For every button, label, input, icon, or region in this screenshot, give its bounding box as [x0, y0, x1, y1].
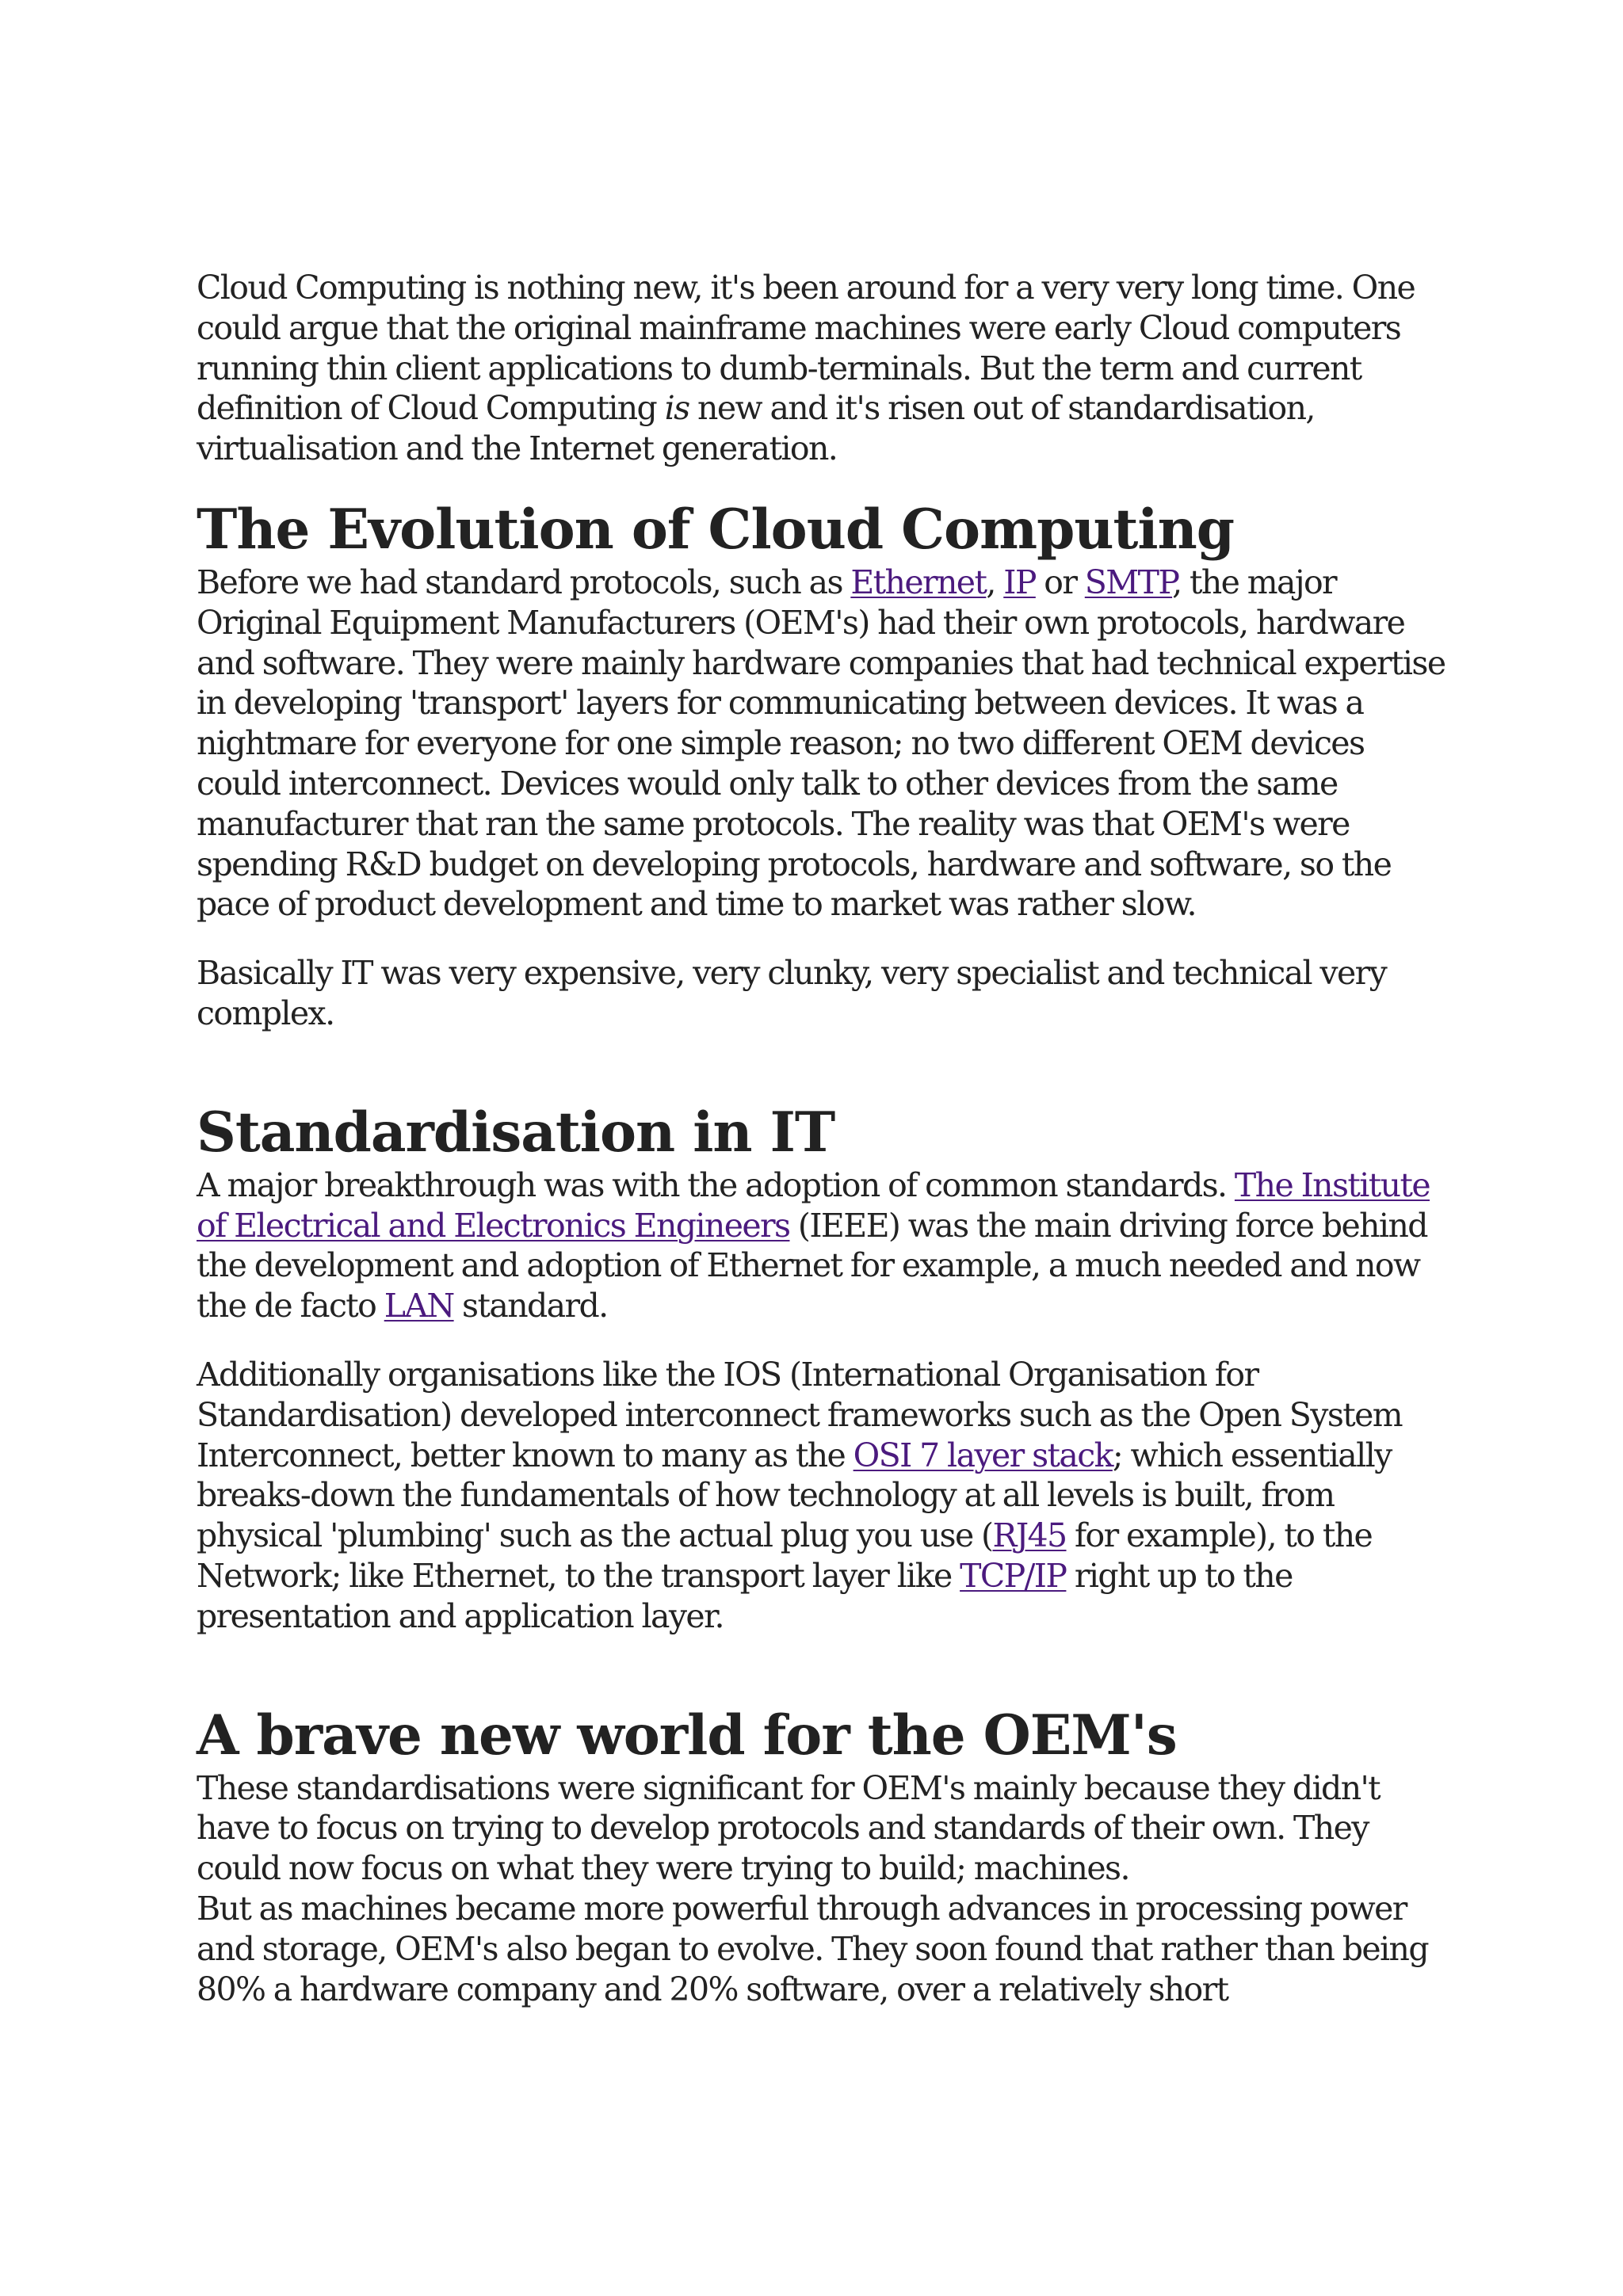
- emphasis-text: is: [664, 389, 689, 428]
- link-smtp[interactable]: SMTP: [1084, 563, 1173, 601]
- standardisation-paragraph: A major breakthrough was with the adoption of common standards. The Institute of Electrical and Electronics Engineers (IEEE) was the main driving force behind the development and adoption of Ethernet for example, a much needed and now the de facto LAN standard.: [197, 1165, 1430, 1325]
- link-tcpip[interactable]: TCP/IP: [960, 1556, 1067, 1595]
- heading-evolution: The Evolution of Cloud Computing: [197, 497, 1234, 562]
- link-lan[interactable]: LAN: [384, 1287, 454, 1325]
- summary-paragraph: Basically IT was very expensive, very clunky, very specialist and technical very complex.: [197, 954, 1387, 1032]
- heading-standardisation: Standardisation in IT: [197, 1100, 835, 1165]
- link-rj45[interactable]: RJ45: [992, 1516, 1067, 1555]
- oem-paragraph-line1: These standardisations were significant for OEM's mainly because they didn't have to focus on trying to develop protocols and standards of their own. They could now focus on what they were trying to build; machines.: [197, 1768, 1381, 1888]
- link-ethernet[interactable]: Ethernet: [850, 563, 987, 601]
- article-body: [197, 268, 1449, 2009]
- oem-paragraph-line2: But as machines became more powerful through advances in processing power and storage, OEM's also began to evolve. They soon found that rather than being 80% a hardware company and 20% software, over a relatively short: [197, 1889, 1428, 2008]
- intro-paragraph: Cloud Computing is nothing new, it's been around for a very very long time. One could argue that the original mainframe machines were early Cloud computers running thin client applications to dumb-terminals. But the term and current definition of Cloud Computing is new and it's risen out of standardisation, virtualisation and the Internet generation.: [197, 269, 1415, 468]
- heading-oem: A brave new world for the OEM's: [197, 1703, 1177, 1768]
- evolution-paragraph: Before we had standard protocols, such as Ethernet, IP or SMTP, the major Original Equipment Manufacturers (OEM's) had their own protocols, hardware and software. They were mainly hardware companies that had technical expertise in developing 'transport' layers for communicating between devices. It was a nightmare for everyone for one simple reason; no two different OEM devices could interconnect. Devices would only talk to other devices from the same manufacturer that ran the same protocols. The reality was that OEM's were spending R&D budget on developing protocols, hardware and software, so the pace of product development and time to market was rather slow.: [197, 563, 1445, 924]
- link-ip[interactable]: IP: [1003, 563, 1036, 601]
- osi-paragraph: Additionally organisations like the IOS (International Organisation for Standardisation) developed interconnect frameworks such as the Open System Interconnect, better known to many as the OSI 7 layer stack; which essentially breaks-down the fundamentals of how technology at all levels is built, from physical 'plumbing' such as the actual plug you use (RJ45 for example), to the Network; like Ethernet, to the transport layer like TCP/IP right up to the presentation and application layer.: [197, 1355, 1403, 1635]
- link-ieee[interactable]: The Institute of Electrical and Electronics Engineers: [197, 1165, 1430, 1245]
- link-osi-stack[interactable]: OSI 7 layer stack: [853, 1436, 1113, 1474]
